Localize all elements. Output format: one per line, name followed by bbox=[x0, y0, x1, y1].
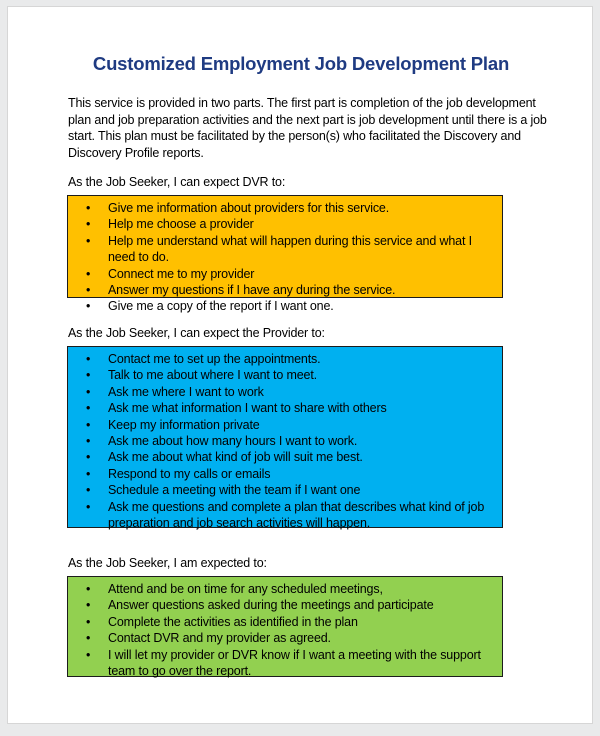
list-item-text: Schedule a meeting with the team if I want one bbox=[108, 483, 361, 498]
bullet-icon: • bbox=[86, 368, 91, 383]
list-item-text: Give me a copy of the report if I want one. bbox=[108, 299, 334, 314]
bullet-icon: • bbox=[86, 450, 91, 465]
bullet-icon: • bbox=[86, 647, 91, 662]
list-item bbox=[68, 499, 494, 532]
list-item-text: Ask me questions and complete a plan that describes what kind of job preparation and job search activities will happen. bbox=[108, 499, 485, 531]
list-item bbox=[68, 298, 494, 314]
list-item-text: Contact me to set up the appointments. bbox=[108, 352, 321, 366]
list-item-text: Connect me to my provider bbox=[108, 266, 255, 281]
list-item-text: Talk to me about where I want to meet. bbox=[108, 368, 317, 383]
list-item bbox=[68, 433, 494, 449]
bullet-icon: • bbox=[86, 283, 91, 298]
list-item bbox=[68, 282, 494, 298]
bullet-icon: • bbox=[86, 466, 91, 481]
list-item-text: Contact DVR and my provider as agreed. bbox=[108, 631, 331, 646]
list-item bbox=[68, 233, 494, 266]
bullet-icon: • bbox=[86, 483, 91, 498]
list-item bbox=[68, 581, 494, 597]
bullet-icon: • bbox=[86, 217, 91, 232]
dvr-section-label: As the Job Seeker, I can expect DVR to: bbox=[68, 175, 286, 189]
list-item bbox=[68, 200, 494, 216]
seeker-section-label: As the Job Seeker, I am expected to: bbox=[68, 556, 267, 570]
list-item bbox=[68, 630, 494, 646]
dvr-expectations-box bbox=[67, 195, 503, 314]
list-item bbox=[68, 417, 494, 433]
list-item bbox=[68, 384, 494, 400]
list-item bbox=[68, 466, 494, 482]
list-item-text: Ask me what information I want to share with others bbox=[108, 401, 387, 416]
bullet-icon: • bbox=[86, 233, 91, 248]
bullet-icon: • bbox=[86, 631, 91, 646]
list-item-text: Give me information about providers for this service. bbox=[108, 201, 390, 215]
bullet-icon: • bbox=[86, 384, 91, 399]
bullet-icon: • bbox=[86, 352, 91, 366]
seeker-responsibilities-box bbox=[67, 576, 503, 677]
provider-expectations-list bbox=[68, 351, 494, 531]
list-item-text: Attend and be on time for any scheduled meetings, bbox=[108, 582, 383, 596]
list-item bbox=[68, 400, 494, 416]
list-item-text: Ask me about what kind of job will suit me best. bbox=[108, 450, 363, 465]
list-item bbox=[68, 367, 494, 383]
bullet-icon: • bbox=[86, 266, 91, 281]
bullet-icon: • bbox=[86, 614, 91, 629]
list-item-text: Answer my questions if I have any during the service. bbox=[108, 283, 396, 298]
list-item-text: Answer questions asked during the meetings and participate bbox=[108, 598, 434, 613]
list-item-text: Help me understand what will happen during this service and what I need to do. bbox=[108, 233, 472, 265]
dvr-expectations-list bbox=[68, 200, 494, 315]
list-item-text: Respond to my calls or emails bbox=[108, 466, 271, 481]
list-item-text: Ask me where I want to work bbox=[108, 384, 264, 399]
bullet-icon: • bbox=[86, 417, 91, 432]
list-item-text: Complete the activities as identified in the plan bbox=[108, 614, 358, 629]
list-item bbox=[68, 266, 494, 282]
bullet-icon: • bbox=[86, 598, 91, 613]
provider-expectations-box bbox=[67, 346, 503, 531]
list-item bbox=[68, 647, 494, 680]
list-item bbox=[68, 614, 494, 630]
bullet-icon: • bbox=[86, 499, 91, 514]
bullet-icon: • bbox=[86, 582, 91, 596]
list-item bbox=[68, 482, 494, 498]
document-page bbox=[7, 6, 593, 724]
list-item bbox=[68, 597, 494, 613]
list-item-text: Ask me about how many hours I want to work. bbox=[108, 434, 358, 449]
intro-paragraph: This service is provided in two parts. The first part is completion of the job development plan and job preparation activities and the next part is job development until there is a job start. This plan must be facilitated by the person(s) who facilitated the Discovery and Discovery Profile reports. bbox=[68, 96, 547, 160]
bullet-icon: • bbox=[86, 201, 91, 215]
bullet-icon: • bbox=[86, 401, 91, 416]
provider-section-label: As the Job Seeker, I can expect the Provider to: bbox=[68, 326, 325, 340]
list-item-text: Keep my information private bbox=[108, 417, 260, 432]
list-item bbox=[68, 449, 494, 465]
bullet-icon: • bbox=[86, 434, 91, 449]
document-title: Customized Employment Job Development Plan bbox=[92, 53, 510, 74]
list-item bbox=[68, 351, 494, 367]
list-item bbox=[68, 216, 494, 232]
bullet-icon: • bbox=[86, 299, 91, 314]
list-item-text: Help me choose a provider bbox=[108, 217, 254, 232]
list-item-text: I will let my provider or DVR know if I want a meeting with the support team to go over the report. bbox=[108, 647, 481, 679]
seeker-responsibilities-list bbox=[68, 581, 494, 679]
